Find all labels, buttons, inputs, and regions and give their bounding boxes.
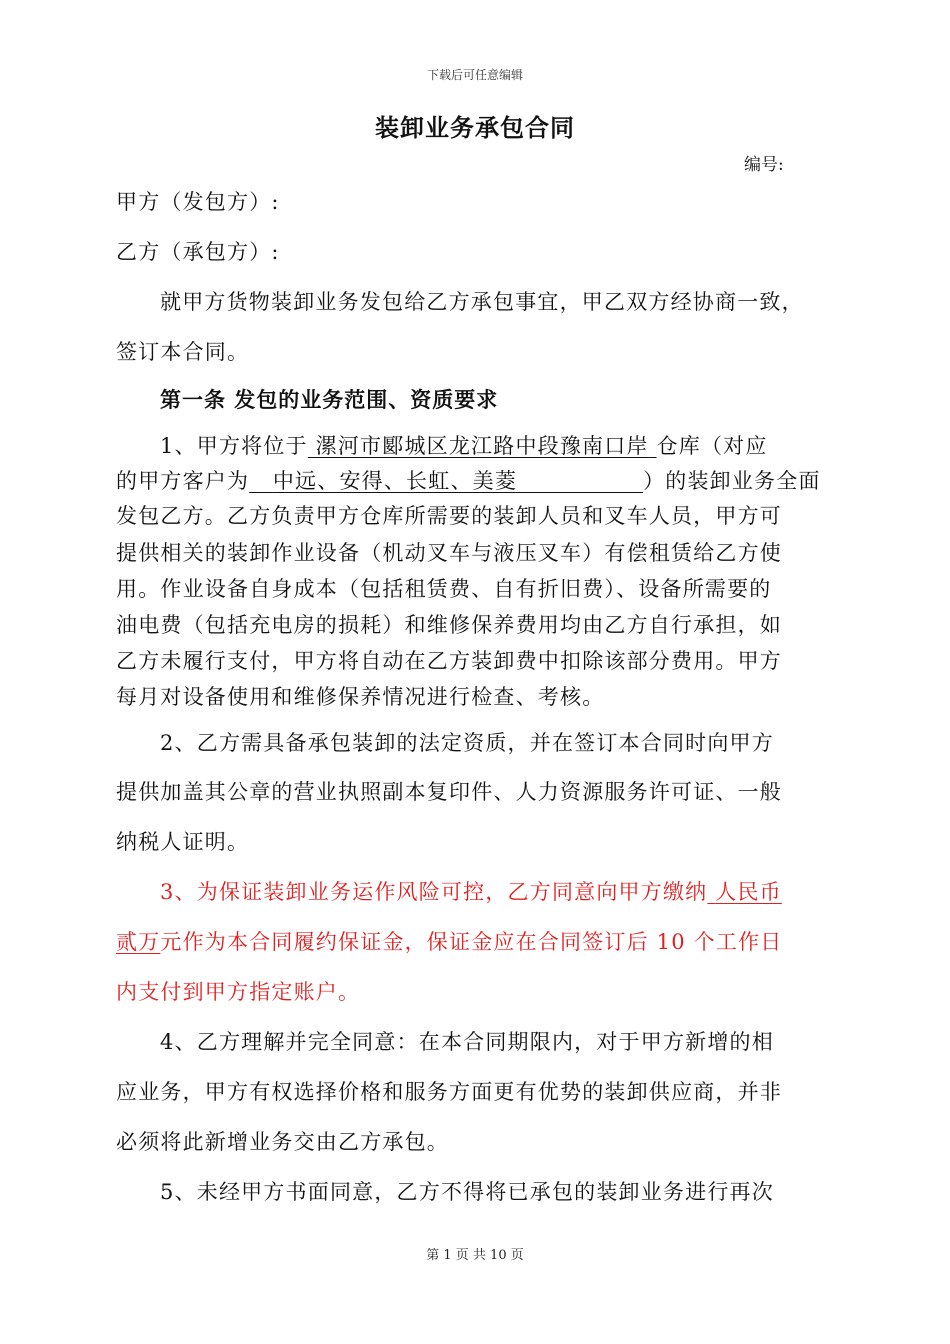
clause-1-line-8: 每月对设备使用和维修保养情况进行检查、考核。 xyxy=(116,685,605,709)
clause-1-line-7: 乙方未履行支付，甲方将自动在乙方装卸费中扣除该部分费用。甲方 xyxy=(116,649,782,673)
intro-line-2: 签订本合同。 xyxy=(116,340,250,364)
deposit-amount: 贰万 xyxy=(116,930,161,954)
clause-4-line-1: 4、乙方理解并完全同意：在本合同期限内，对于甲方新增的相 xyxy=(160,1030,774,1054)
deposit-currency: 人民币 xyxy=(715,880,782,904)
clause-1-line-3: 发包乙方。乙方负责甲方仓库所需要的装卸人员和叉车人员，甲方可 xyxy=(116,504,782,528)
clause-4-line-3: 必须将此新增业务交由乙方承包。 xyxy=(116,1130,449,1154)
clause-1-text: 的甲方客户为 xyxy=(116,469,250,493)
header-note: 下载后可任意编辑 xyxy=(426,68,523,82)
clause-1-line-6: 油电费（包括充电房的损耗）和维修保养费用均由乙方自行承担，如 xyxy=(116,613,782,637)
document-title: 装卸业务承包合同 xyxy=(375,114,575,142)
clause-5-line-1: 5、未经甲方书面同意，乙方不得将已承包的装卸业务进行再次 xyxy=(160,1180,774,1204)
clause-2-line-3: 纳税人证明。 xyxy=(116,830,250,854)
clause-3-line-2 xyxy=(116,926,782,956)
warehouse-location: 漯河市郾城区龙江路中段豫南口岸 xyxy=(315,434,649,458)
clause-1-text: 1、甲方将位于 xyxy=(160,434,308,458)
page-footer: 第 1 页 共 10 页 xyxy=(426,1248,524,1263)
clause-1-line-5: 用。作业设备自身成本（包括租赁费、自有折旧费）、设备所需要的 xyxy=(116,577,772,601)
clause-1-line-2 xyxy=(116,465,821,495)
clause-4-line-2: 应业务，甲方有权选择价格和服务方面更有优势的装卸供应商，并非 xyxy=(116,1080,782,1104)
clause-1-text: 仓库（对应 xyxy=(656,434,768,458)
clause-3-text: 元作为本合同履约保证金，保证金应在合同签订后 10 个工作日 xyxy=(160,930,783,954)
article-1-heading: 第一条 发包的业务范围、资质要求 xyxy=(160,388,499,412)
clause-2-line-2: 提供加盖其公章的营业执照副本复印件、人力资源服务许可证、一般 xyxy=(116,780,782,804)
clause-3-text: 3、为保证装卸业务运作风险可控，乙方同意向甲方缴纳 xyxy=(160,880,708,904)
clause-3-line-1 xyxy=(160,876,782,906)
party-a-line: 甲方（发包方）: xyxy=(116,190,280,214)
clause-1-text: ）的装卸业务全面 xyxy=(643,469,821,493)
intro-line-1: 就甲方货物装卸业务发包给乙方承包事宜，甲乙双方经协商一致， xyxy=(160,290,804,314)
clause-3-line-3: 内支付到甲方指定账户。 xyxy=(116,980,361,1004)
clause-1-line-4: 提供相关的装卸作业设备（机动叉车与液压叉车）有偿租赁给乙方使 xyxy=(116,541,782,565)
clause-2-line-1: 2、乙方需具备承包装卸的法定资质，并在签订本合同时向甲方 xyxy=(160,731,774,755)
serial-number-label: 编号: xyxy=(744,155,784,175)
clause-1-line-1 xyxy=(160,430,768,460)
party-b-line: 乙方（承包方）: xyxy=(116,240,280,264)
client-list: 中远、安得、长虹、美菱 xyxy=(272,469,518,493)
